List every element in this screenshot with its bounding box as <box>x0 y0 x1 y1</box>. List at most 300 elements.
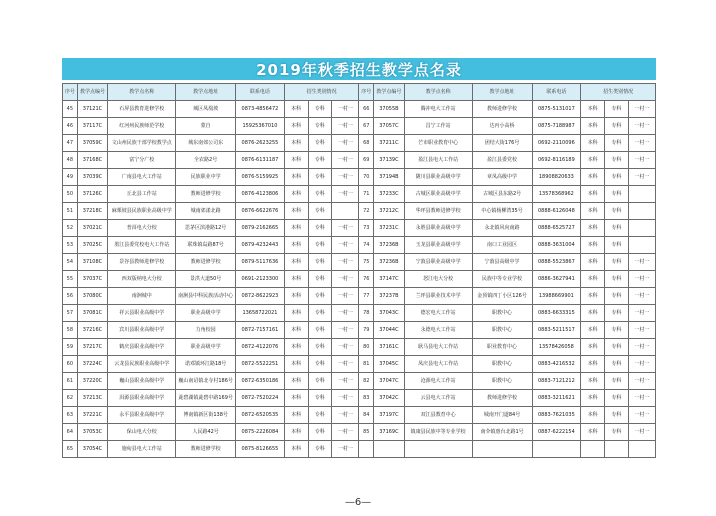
table-cell <box>628 220 655 237</box>
table-cell: 本科 <box>581 407 605 424</box>
header-cell: 教学点编号 <box>77 84 108 101</box>
table-cell: 48 <box>63 152 78 169</box>
table-cell: 56 <box>63 288 78 305</box>
table-cell: 一村一 <box>332 101 359 118</box>
table-cell: 一村一 <box>628 135 655 152</box>
table-cell: 教师进修学校 <box>176 254 236 271</box>
table-cell: 专科 <box>604 305 628 322</box>
table-cell: 0883-3211621 <box>532 390 581 407</box>
table-cell: 职教中心 <box>472 322 532 339</box>
table-cell <box>332 203 359 220</box>
table-cell: 71 <box>359 186 374 203</box>
table-cell: 37212C <box>374 203 405 220</box>
table-cell: 昌宁工作站 <box>404 118 472 135</box>
table-cell: 37220C <box>77 373 108 390</box>
table-row <box>63 237 656 254</box>
table-cell: 本科 <box>284 288 308 305</box>
table-cell <box>604 441 628 458</box>
table-cell: 专科 <box>604 118 628 135</box>
table-cell: 61 <box>63 373 78 390</box>
table-cell: 46 <box>63 118 78 135</box>
table-cell: 一村一 <box>628 407 655 424</box>
table-cell: 37045C <box>374 356 405 373</box>
table-cell: 本科 <box>581 220 605 237</box>
table-cell: 专科 <box>308 254 332 271</box>
table-cell: 一村一 <box>628 288 655 305</box>
table-cell: 金顶镇四丁小区126号 <box>472 288 532 305</box>
table-row <box>63 152 656 169</box>
table-cell: 0872-5522251 <box>236 356 285 373</box>
table-cell: 0883-7621035 <box>532 407 581 424</box>
table-cell: 章凤高级中学 <box>472 169 532 186</box>
table-cell: 专科 <box>308 169 332 186</box>
table-cell: 一村一 <box>332 424 359 441</box>
table-cell: 本科 <box>581 424 605 441</box>
table-cell: 37047C <box>374 373 405 390</box>
table-cell: 专科 <box>604 135 628 152</box>
table-cell: 13658722021 <box>236 305 285 322</box>
header-cell: 招生类别情况 <box>284 84 359 101</box>
table-cell: 37217C <box>77 339 108 356</box>
table-cell: 0888-6525727 <box>532 220 581 237</box>
table-cell: 50 <box>63 186 78 203</box>
table-cell: 专科 <box>308 135 332 152</box>
table-cell: 本科 <box>284 407 308 424</box>
table-cell: 0691-2123300 <box>236 271 285 288</box>
table-cell: 37037C <box>77 271 108 288</box>
table-cell: 0875-7188987 <box>532 118 581 135</box>
table-cell: 37221C <box>77 407 108 424</box>
table-cell <box>404 441 472 458</box>
table-body <box>63 101 656 458</box>
table-cell: 芒市职业教育中心 <box>404 135 472 152</box>
table-cell: 专科 <box>308 220 332 237</box>
table-cell: 本科 <box>284 237 308 254</box>
table-cell: 本科 <box>284 373 308 390</box>
table-cell: 力角校园 <box>176 322 236 339</box>
table-cell: 0873-4856472 <box>236 101 285 118</box>
table-cell: 37055B <box>374 101 405 118</box>
teaching-site-table <box>62 83 656 458</box>
table-row <box>63 135 656 152</box>
table-cell: 达丙小高桥 <box>472 118 532 135</box>
table-cell: 专科 <box>604 237 628 254</box>
table-cell: 专科 <box>604 220 628 237</box>
table-cell: 一村一 <box>332 118 359 135</box>
table-cell: 洱源县职业高级中学 <box>108 390 176 407</box>
table-row <box>63 356 656 373</box>
table-cell: 古城区职业高级中学 <box>404 186 472 203</box>
table-cell: 一村一 <box>332 288 359 305</box>
table-cell: 玉龙县职业高级中学 <box>404 237 472 254</box>
table-cell: 华坪县教师进修学校 <box>404 203 472 220</box>
table-cell: 职教中心 <box>472 373 532 390</box>
table-cell: 0872-6350186 <box>236 373 285 390</box>
table-cell: 0888-3631004 <box>532 237 581 254</box>
table-cell: 专科 <box>604 322 628 339</box>
table-cell: 0883-6633315 <box>532 305 581 322</box>
table-cell: 专科 <box>308 152 332 169</box>
table-cell: 63 <box>63 407 78 424</box>
table-cell: 本科 <box>581 390 605 407</box>
table-cell: 37231C <box>374 220 405 237</box>
table-cell: 37168C <box>77 152 108 169</box>
table-cell: 专科 <box>604 339 628 356</box>
table-cell: 本科 <box>284 356 308 373</box>
table-cell: 专科 <box>604 186 628 203</box>
table-row <box>63 254 656 271</box>
table-cell: 51 <box>63 203 78 220</box>
table-cell: 82 <box>359 373 374 390</box>
table-cell: 一村一 <box>628 271 655 288</box>
table-cell: 68 <box>359 135 374 152</box>
table-row <box>63 305 656 322</box>
table-cell: 专科 <box>308 441 332 458</box>
table-cell: 专科 <box>308 271 332 288</box>
table-cell: 55 <box>63 271 78 288</box>
table-cell: 0875-8126655 <box>236 441 285 458</box>
table-cell: 一村一 <box>332 237 359 254</box>
table-cell: 0879-4232443 <box>236 237 285 254</box>
header-cell: 教学点地址 <box>472 84 532 101</box>
table-cell: 0692-2110096 <box>532 135 581 152</box>
table-cell: 47 <box>63 135 78 152</box>
table-cell: 一村一 <box>628 254 655 271</box>
table-cell: 一村一 <box>332 339 359 356</box>
table-cell: 本科 <box>284 322 308 339</box>
table-cell: 74 <box>359 237 374 254</box>
table-cell: 一村一 <box>628 305 655 322</box>
table-cell: 专科 <box>604 203 628 220</box>
table-cell: 一村一 <box>628 169 655 186</box>
table-cell: 古城区县东路2号 <box>472 186 532 203</box>
header-cell: 教学点编号 <box>374 84 405 101</box>
table-cell: 教师进修学校 <box>176 441 236 458</box>
table-cell: 65 <box>63 441 78 458</box>
table-cell: 文山州民族干部学校教学点 <box>108 135 176 152</box>
table-cell: 双江县教育中心 <box>404 407 472 424</box>
table-cell: 专科 <box>308 305 332 322</box>
table-cell <box>628 203 655 220</box>
table-cell: 景洪大道50号 <box>176 271 236 288</box>
table-cell: 专科 <box>604 169 628 186</box>
table-cell: 职业教育中心 <box>472 339 532 356</box>
page-number: —6— <box>344 497 372 508</box>
table-cell: 83 <box>359 390 374 407</box>
table-cell: 城南开门道84号 <box>472 407 532 424</box>
table-cell: 红河州民族师范学校 <box>108 118 176 135</box>
table-cell <box>374 441 405 458</box>
table-cell: 专科 <box>308 118 332 135</box>
table-cell: 72 <box>359 203 374 220</box>
table-cell: 一村一 <box>332 152 359 169</box>
table-cell: 一村一 <box>332 305 359 322</box>
table-cell: 0883-7121212 <box>532 373 581 390</box>
table-cell: 永北镇风向南路 <box>472 220 532 237</box>
header-cell: 教学点地址 <box>176 84 236 101</box>
table-cell: 专科 <box>604 288 628 305</box>
table-cell: 37081C <box>77 305 108 322</box>
table-cell: 本科 <box>581 169 605 186</box>
table-cell: 本科 <box>581 339 605 356</box>
table-cell: 联珠镇岛路87号 <box>176 237 236 254</box>
table-cell: 本科 <box>284 220 308 237</box>
table-cell: 0888-6126048 <box>532 203 581 220</box>
table-cell: 37021C <box>77 220 108 237</box>
table-cell: 专科 <box>308 339 332 356</box>
table-cell: 0872-7157161 <box>236 322 285 339</box>
table-cell: 0879-5117636 <box>236 254 285 271</box>
table-cell: 37194B <box>374 169 405 186</box>
table-cell: 一村一 <box>628 339 655 356</box>
header-row <box>63 84 656 101</box>
table-row <box>63 390 656 407</box>
table-cell: 本科 <box>581 271 605 288</box>
table-cell: 专科 <box>604 271 628 288</box>
table-cell: 保山电大分校 <box>108 424 176 441</box>
table-cell: 城东南郊公司东 <box>176 135 236 152</box>
table-cell: 79 <box>359 322 374 339</box>
table-cell: 37233C <box>374 186 405 203</box>
table-cell: 凤庆县电大工作站 <box>404 356 472 373</box>
table-cell: 广南县电大工作站 <box>108 169 176 186</box>
table-cell: 73 <box>359 220 374 237</box>
table-cell: 一村一 <box>628 356 655 373</box>
table-cell: 0883-4216532 <box>532 356 581 373</box>
table-cell: 职教中心 <box>472 305 532 322</box>
table-cell: 职教中心 <box>472 356 532 373</box>
table-cell: 专科 <box>308 424 332 441</box>
table-row <box>63 322 656 339</box>
table-cell: 0883-5211517 <box>532 322 581 339</box>
table-row <box>63 271 656 288</box>
header-cell: 序号 <box>359 84 374 101</box>
table-cell: 本科 <box>581 254 605 271</box>
page-title: 2019年秋季招生教学点名录 <box>256 60 462 79</box>
table-cell: 专科 <box>308 237 332 254</box>
table-cell: 57 <box>63 305 78 322</box>
table-cell: 37121C <box>77 101 108 118</box>
table-cell: 景谷县教师进修学校 <box>108 254 176 271</box>
table-cell: 永平县职业高级中学 <box>108 407 176 424</box>
table-cell: 本科 <box>581 356 605 373</box>
table-cell: 59 <box>63 339 78 356</box>
table-cell: 城南郊漾北路 <box>176 203 236 220</box>
table-cell: 76 <box>359 271 374 288</box>
table-cell: 专科 <box>604 407 628 424</box>
header-cell: 联系电话 <box>236 84 285 101</box>
table-cell: 37080C <box>77 288 108 305</box>
table-cell: 盈江县委党校 <box>472 152 532 169</box>
table-cell: 66 <box>359 101 374 118</box>
table-cell: 本科 <box>581 135 605 152</box>
table-cell: 专科 <box>308 288 332 305</box>
table-cell: 盈江县电大工作站 <box>404 152 472 169</box>
table-cell: 云龙县民族职业高级中学 <box>108 356 176 373</box>
table-cell: 37237B <box>374 288 405 305</box>
table-cell: 专科 <box>604 356 628 373</box>
table-cell: 本科 <box>581 118 605 135</box>
table-cell: 0886-3627941 <box>532 271 581 288</box>
table-cell: 37147C <box>374 271 405 288</box>
table-cell: 专科 <box>308 322 332 339</box>
table-cell <box>628 237 655 254</box>
table-cell: 专科 <box>604 390 628 407</box>
table-cell <box>532 441 581 458</box>
table-cell: 专科 <box>308 390 332 407</box>
table-cell: 本科 <box>284 339 308 356</box>
table-cell: 37025C <box>77 237 108 254</box>
table-cell <box>628 186 655 203</box>
table-cell: 37161C <box>374 339 405 356</box>
table-cell: 本科 <box>284 203 308 220</box>
table-cell: 专科 <box>308 186 332 203</box>
table-cell: 一村一 <box>332 220 359 237</box>
table-cell: 0872-7520224 <box>236 390 285 407</box>
table-cell: 0876-5159925 <box>236 169 285 186</box>
table-cell: 一村一 <box>332 186 359 203</box>
table-cell: 南伞镇惠台北路1号 <box>472 424 532 441</box>
table-cell: 职业高级中学 <box>176 305 236 322</box>
table-cell: 一村一 <box>628 390 655 407</box>
table-cell: 宁蒗县职业高级中学 <box>404 254 472 271</box>
table-cell: 一村一 <box>628 424 655 441</box>
table-cell: 37197C <box>374 407 405 424</box>
table-cell: 60 <box>63 356 78 373</box>
table-cell: 中心镇杨柳湾35号 <box>472 203 532 220</box>
table-cell: 84 <box>359 407 374 424</box>
table-cell: 教师进修学校 <box>472 101 532 118</box>
table-cell: 一村一 <box>628 101 655 118</box>
table-cell <box>581 441 605 458</box>
table-cell: 富宁分广校 <box>108 152 176 169</box>
table-cell: 37224C <box>77 356 108 373</box>
table-cell: 本科 <box>581 288 605 305</box>
table-cell: 77 <box>359 288 374 305</box>
table-cell: 37043C <box>374 305 405 322</box>
table-cell: 本科 <box>581 101 605 118</box>
table-cell: 宾川县职业高级中学 <box>108 322 176 339</box>
table-cell: 南口工业园区 <box>472 237 532 254</box>
table-cell: 一村一 <box>628 373 655 390</box>
table-cell: 茈碧湖镇茈碧中路169号 <box>176 390 236 407</box>
table-cell: 一村一 <box>628 152 655 169</box>
table-row <box>63 424 656 441</box>
table-cell: 78 <box>359 305 374 322</box>
table-cell: 0888-5523867 <box>532 254 581 271</box>
table-cell: 专科 <box>308 356 332 373</box>
table-cell: 博南镇新区街138号 <box>176 407 236 424</box>
table-cell: 18908820633 <box>532 169 581 186</box>
table-cell: 专科 <box>308 407 332 424</box>
table-cell: 人民路42号 <box>176 424 236 441</box>
table-cell: 诺邓镇环江路18号 <box>176 356 236 373</box>
table-cell: 本科 <box>284 152 308 169</box>
table-cell: 54 <box>63 254 78 271</box>
table-cell: 58 <box>63 322 78 339</box>
table-cell: 37053C <box>77 424 108 441</box>
table-cell: 53 <box>63 237 78 254</box>
table-cell: 本科 <box>284 118 308 135</box>
table-cell: 0872-4122076 <box>236 339 285 356</box>
table-cell: 0876-6131187 <box>236 152 285 169</box>
table-cell: 0876-4123806 <box>236 186 285 203</box>
table-cell: 民族职业中学 <box>176 169 236 186</box>
table-cell: 37057C <box>374 118 405 135</box>
table-cell: 南涧城中 <box>108 288 176 305</box>
table-cell: 37117C <box>77 118 108 135</box>
table-cell <box>628 441 655 458</box>
table-cell: 墨江县委党校电大工作站 <box>108 237 176 254</box>
table-cell: 37211C <box>374 135 405 152</box>
table-cell: 37108C <box>77 254 108 271</box>
table-cell: 本科 <box>284 271 308 288</box>
table-cell: 丘北县工作站 <box>108 186 176 203</box>
table-cell: 本科 <box>581 186 605 203</box>
header-cell: 教学点名称 <box>404 84 472 101</box>
table-cell: 本科 <box>284 441 308 458</box>
table-cell: 本科 <box>581 373 605 390</box>
header-cell: 招生类别情况 <box>581 84 656 101</box>
table-cell: 69 <box>359 152 374 169</box>
table-cell: 15925367010 <box>236 118 285 135</box>
table-cell: 陇川县职业高级中学 <box>404 169 472 186</box>
table-cell: 80 <box>359 339 374 356</box>
table-cell: 西双版纳电大分校 <box>108 271 176 288</box>
table-row <box>63 339 656 356</box>
table-cell: 0875-5131017 <box>532 101 581 118</box>
table-cell: 沧源电大工作站 <box>404 373 472 390</box>
table-cell: 64 <box>63 424 78 441</box>
table-cell: 南涧县中科民族活动中心 <box>176 288 236 305</box>
table-cell: 一村一 <box>332 407 359 424</box>
table-row <box>63 407 656 424</box>
table-cell: 本科 <box>581 305 605 322</box>
table-cell: 职业高级中学 <box>176 339 236 356</box>
table-row <box>63 203 656 220</box>
table-row <box>63 101 656 118</box>
table-cell: 专科 <box>308 373 332 390</box>
table-cell: 本科 <box>284 390 308 407</box>
table-cell: 一村一 <box>332 441 359 458</box>
table-cell: 专科 <box>308 101 332 118</box>
table-cell: 巍山县职业高级中学 <box>108 373 176 390</box>
table-cell: 本科 <box>284 424 308 441</box>
table-cell: 全农路2号 <box>176 152 236 169</box>
table-cell: 0876-6622676 <box>236 203 285 220</box>
table-cell: 本科 <box>581 322 605 339</box>
table-cell: 本科 <box>284 101 308 118</box>
table-cell: 本科 <box>284 169 308 186</box>
table-cell: 云县电大工作站 <box>404 390 472 407</box>
table-cell: 专科 <box>604 101 628 118</box>
table-cell: 一村一 <box>628 118 655 135</box>
header-cell: 序号 <box>63 84 78 101</box>
table-cell: 85 <box>359 424 374 441</box>
table-cell: 45 <box>63 101 78 118</box>
table-cell: 永德电大工作站 <box>404 322 472 339</box>
table-cell: 37126C <box>77 186 108 203</box>
table-cell: 37139C <box>374 152 405 169</box>
table-cell: 耿马县电大工作站 <box>404 339 472 356</box>
table-cell: 蒙自 <box>176 118 236 135</box>
table-cell: 0879-2162665 <box>236 220 285 237</box>
table-cell: 石屏县教育进修学校 <box>108 101 176 118</box>
table-cell: 70 <box>359 169 374 186</box>
table-cell: 麻栗坡县民族职业高级中学 <box>108 203 176 220</box>
table-row <box>63 169 656 186</box>
table-cell: 本科 <box>581 237 605 254</box>
